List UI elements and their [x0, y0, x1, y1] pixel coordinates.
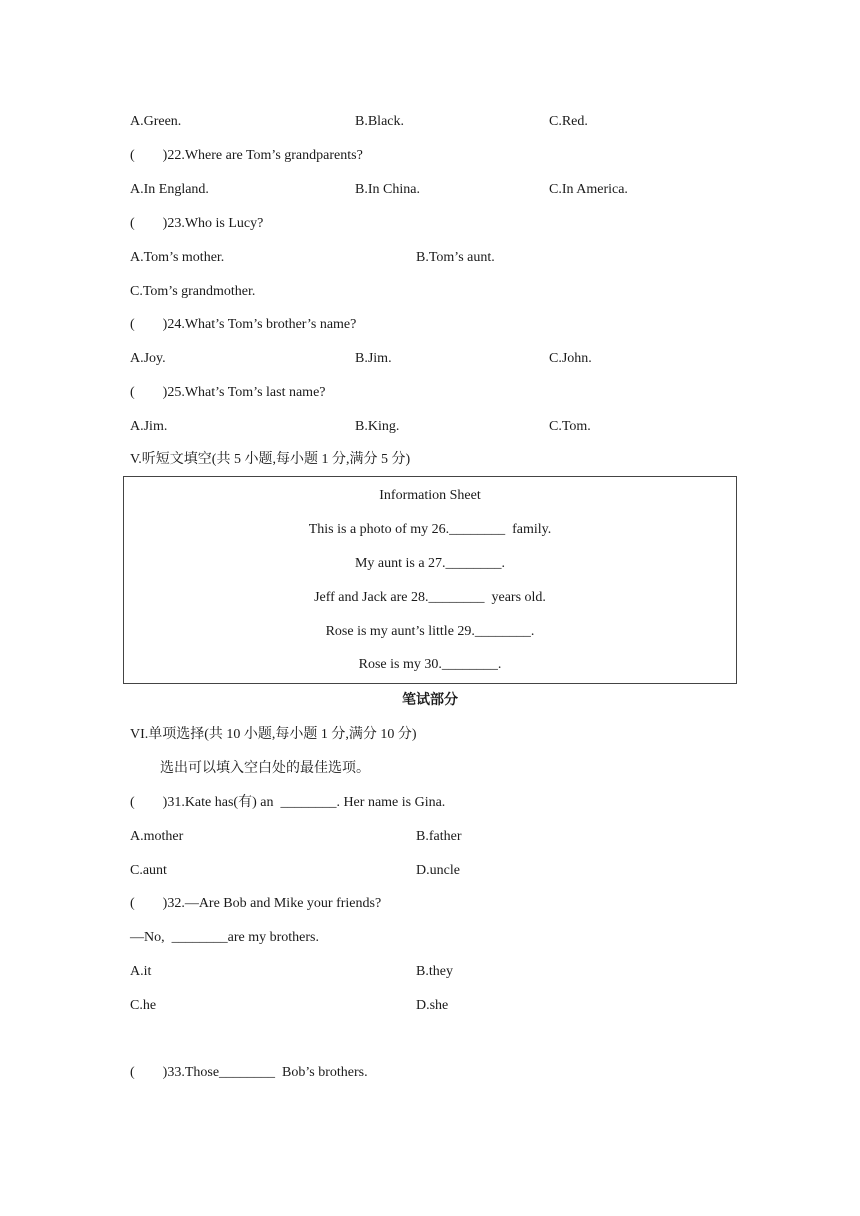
q33-stem: ( )33.Those________ Bob’s brothers.: [130, 1065, 368, 1080]
q23-option-c: C.Tom’s grandmother.: [130, 284, 256, 299]
info-line-27: My aunt is a 27.________.: [354, 556, 506, 571]
section-5-title: V.听短文填空(共 5 小题,每小题 1 分,满分 5 分): [130, 452, 411, 467]
q21-option-a: A.Green.: [130, 114, 182, 129]
q25-option-c: C.Tom.: [549, 419, 591, 434]
q32-option-a: A.it: [130, 964, 152, 979]
q32-option-b: B.they: [416, 964, 453, 979]
q31-stem: ( )31.Kate has(有) an ________. Her name is Gina.: [130, 795, 446, 810]
q25-option-a: A.Jim.: [130, 419, 168, 434]
q24-option-a: A.Joy.: [130, 351, 166, 366]
written-part-title: 笔试部分: [402, 693, 458, 708]
q32-option-c: C.he: [130, 998, 157, 1013]
q22-option-c: C.In America.: [549, 182, 628, 197]
info-line-26: This is a photo of my 26.________ family.: [308, 522, 552, 537]
q31-option-b: B.father: [416, 829, 462, 844]
q22-option-a: A.In England.: [130, 182, 209, 197]
section-6-title: VI.单项选择(共 10 小题,每小题 1 分,满分 10 分): [130, 727, 417, 742]
q32-stem: ( )32.—Are Bob and Mike your friends?: [130, 896, 382, 911]
q23-option-b: B.Tom’s aunt.: [416, 250, 495, 265]
q23-stem: ( )23.Who is Lucy?: [130, 216, 264, 231]
q21-option-b: B.Black.: [355, 114, 404, 129]
section-6-instruction: 选出可以填入空白处的最佳选项。: [160, 761, 370, 776]
info-line-28: Jeff and Jack are 28.________ years old.: [314, 590, 546, 605]
q24-option-b: B.Jim.: [355, 351, 392, 366]
q25-stem: ( )25.What’s Tom’s last name?: [130, 385, 326, 400]
info-line-29: Rose is my aunt’s little 29.________.: [325, 624, 535, 639]
q21-option-c: C.Red.: [549, 114, 588, 129]
q24-stem: ( )24.What’s Tom’s brother’s name?: [130, 317, 357, 332]
q23-option-a: A.Tom’s mother.: [130, 250, 225, 265]
q31-option-a: A.mother: [130, 829, 184, 844]
q24-option-c: C.John.: [549, 351, 592, 366]
q32-stem-reply: —No, ________are my brothers.: [130, 930, 319, 945]
q22-stem: ( )22.Where are Tom’s grandparents?: [130, 148, 363, 163]
q25-option-b: B.King.: [355, 419, 400, 434]
q22-option-b: B.In China.: [355, 182, 420, 197]
information-sheet-box: [123, 476, 737, 684]
q31-option-d: D.uncle: [416, 863, 460, 878]
q32-option-d: D.she: [416, 998, 449, 1013]
information-sheet-title: Information Sheet: [379, 488, 481, 503]
info-line-30: Rose is my 30.________.: [358, 657, 502, 672]
q31-option-c: C.aunt: [130, 863, 167, 878]
